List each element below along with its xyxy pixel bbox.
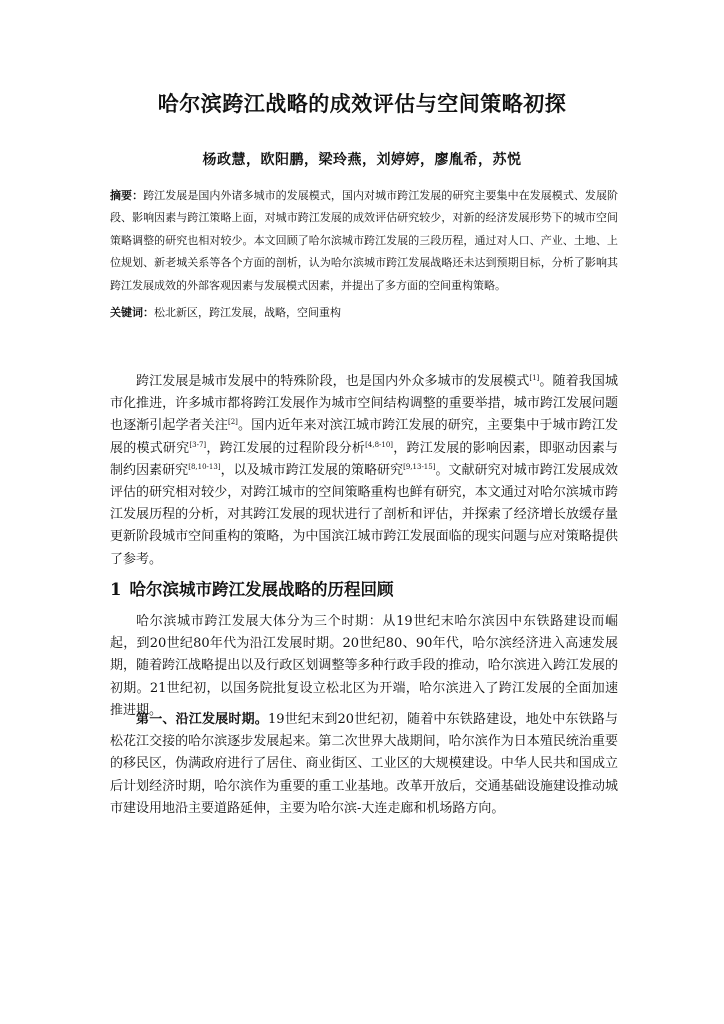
paper-title: 哈尔滨跨江战略的成效评估与空间策略初探 (157, 91, 567, 116)
abstract (110, 185, 618, 297)
body-paragraph: 哈尔滨城市跨江发展大体分为三个时期：从19世纪末哈尔滨因中东铁路建设而崛起，到20世纪80年代为沿江发展时期。20世纪80、90年代，哈尔滨经济进入高速发展期，随着跨江战略提出以及行政区划调整等多种行政手段的推动，哈尔滨进入跨江发展的初期。21世纪初，以国务院批复设立松北区为开端，哈尔滨进入了跨江发展的全面加速推进期。 (110, 614, 618, 718)
intro-text: ，跨江发展的过程阶段分析 (206, 440, 366, 456)
intro-text: ，跨江发展的影响因素，即驱动因素与制约因素研究 (110, 440, 618, 478)
citation: [1] (529, 374, 540, 382)
section-heading (110, 576, 618, 600)
abstract-label: 摘要： (110, 189, 144, 202)
intro-text: 。文献研究对城市跨江发展成效评估的研究相对较少，对跨江城市的空间策略重构也鲜有研究，本文通过对哈尔滨城市跨江发展历程的分析，对其跨江发展的现状进行了剖析和评估，并探索了经济增长放缓存量更新阶段城市空间重构的策略，为中国滨江城市跨江发展面临的现实问题与应对策略提供了参考。 (110, 462, 618, 567)
intro-paragraph (110, 371, 618, 571)
abstract-text: 跨江发展是国内外诸多城市的发展模式，国内对城市跨江发展的研究主要集中在发展模式、发展阶段、影响因素与跨江策略上面，对城市跨江发展的成效评估研究较少，对新的经济发展形势下的城市空间策略调整的研究也相对较少。本文回顾了哈尔滨城市跨江发展的三段历程，通过对人口、产业、土地、上位规划、新老城关系等各个方面的剖析，认为哈尔滨城市跨江发展战略还未达到预期目标，分析了影响其跨江发展成效的外部客观因素与发展模式因素，并提出了多方面的空间重构策略。 (110, 189, 619, 292)
keywords-label: 关键词： (110, 306, 154, 319)
citation: [4,8-10] (365, 440, 394, 449)
intro-text: 。国内近年来对滨江城市跨江发展的研究，主要集中于城市跨江发展的模式研究 (110, 418, 618, 456)
keywords-text: 松北新区，跨江发展，战略，空间重构 (154, 306, 341, 319)
section-number: 1 (110, 580, 122, 599)
citation: [3-7] (189, 440, 207, 449)
intro-text: 。随着我国城市化推进，许多城市都将跨江发展作为城市空间结构调整的重要举措，城市跨江发展问题也逐渐引起学者关注 (110, 374, 618, 434)
citation: [8,10-13] (188, 462, 221, 471)
body-text: 19世纪末到20世纪初，随着中东铁路建设，地处中东铁路与松花江交接的哈尔滨逐步发展起来。第二次世界大战期间，哈尔滨作为日本殖民统治重要的移民区，伪满政府进行了居住、商业街区、工业区的大规模建设。中华人民共和国成立后计划经济时期，哈尔滨作为重要的重工业基地。改革开放后，交通基础设施建设推动城市建设用地沿主要道路延伸，主要为哈尔滨-大连走廊和机场路方向。 (110, 712, 618, 816)
author-list: 杨政慧，欧阳鹏，梁玲燕，刘婷婷，廖胤希，苏悦 (202, 152, 522, 168)
intro-text: 跨江发展是城市发展中的特殊阶段，也是国内外众多城市的发展模式 (136, 374, 530, 389)
keywords (110, 302, 618, 324)
period-heading: 第一、沿江发展时期。 (136, 712, 268, 727)
citation: [2] (227, 418, 238, 427)
intro-text: ，以及城市跨江发展的策略研究 (220, 462, 404, 478)
section-title: 哈尔滨城市跨江发展战略的历程回顾 (129, 580, 394, 599)
citation: [9,13-15] (403, 462, 436, 471)
body-paragraph (110, 709, 618, 820)
